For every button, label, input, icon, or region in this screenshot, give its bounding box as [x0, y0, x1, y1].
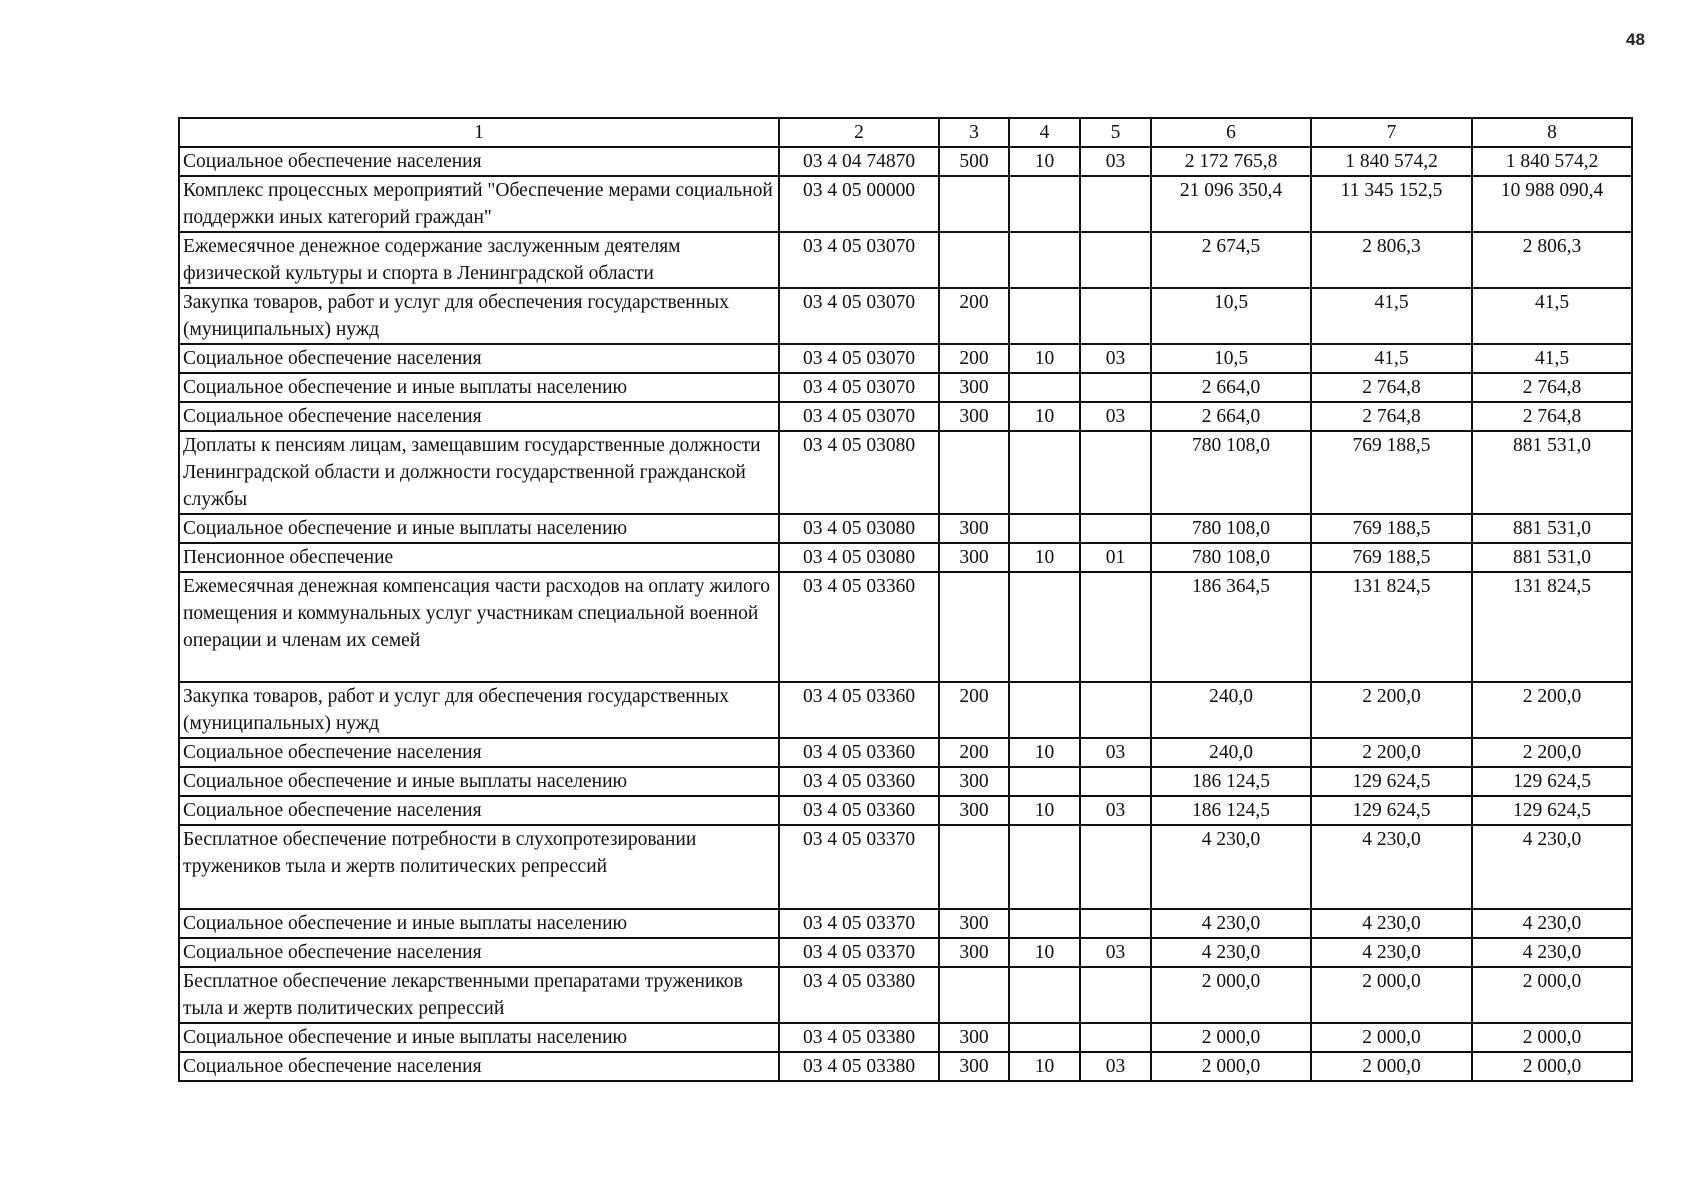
- column-header: 1: [179, 118, 779, 147]
- row-value6-cell: 4 230,0: [1151, 938, 1311, 967]
- row-code-cell: 03 4 05 03370: [779, 825, 939, 909]
- row-value8-cell: 881 531,0: [1472, 431, 1632, 514]
- table-row: [179, 288, 1632, 344]
- row-code-cell: 03 4 05 03360: [779, 767, 939, 796]
- row-col5-cell: 03: [1080, 344, 1151, 373]
- column-header: 3: [939, 118, 1009, 147]
- row-name-cell: Ежемесячное денежное содержание заслуженным деятелям физической культуры и спорта в Ленинградской области: [179, 232, 779, 288]
- row-value6-cell: 186 124,5: [1151, 796, 1311, 825]
- row-value6-cell: 2 000,0: [1151, 1023, 1311, 1052]
- table-row: [179, 344, 1632, 373]
- row-value6-cell: 2 000,0: [1151, 1052, 1311, 1081]
- row-name-cell: Социальное обеспечение населения: [179, 1052, 779, 1081]
- row-col3-cell: 300: [939, 373, 1009, 402]
- table-row: [179, 796, 1632, 825]
- row-col4-cell: 10: [1009, 796, 1080, 825]
- row-value6-cell: 10,5: [1151, 344, 1311, 373]
- row-value6-cell: 2 674,5: [1151, 232, 1311, 288]
- row-value8-cell: 881 531,0: [1472, 514, 1632, 543]
- budget-table: [178, 117, 1633, 1082]
- row-code-cell: 03 4 05 03360: [779, 572, 939, 682]
- row-col4-cell: [1009, 288, 1080, 344]
- row-col3-cell: 500: [939, 147, 1009, 176]
- table-row: [179, 767, 1632, 796]
- row-code-cell: 03 4 05 03380: [779, 1023, 939, 1052]
- row-name-cell: Бесплатное обеспечение потребности в слухопротезировании тружеников тыла и жертв политических репрессий: [179, 825, 779, 909]
- row-value8-cell: 41,5: [1472, 344, 1632, 373]
- row-name-cell: Социальное обеспечение населения: [179, 796, 779, 825]
- row-col4-cell: [1009, 232, 1080, 288]
- row-value8-cell: 2 200,0: [1472, 738, 1632, 767]
- row-col4-cell: [1009, 825, 1080, 909]
- row-value7-cell: 769 188,5: [1311, 543, 1472, 572]
- table-row: [179, 909, 1632, 938]
- row-value7-cell: 2 000,0: [1311, 1052, 1472, 1081]
- row-col5-cell: [1080, 288, 1151, 344]
- row-col5-cell: [1080, 767, 1151, 796]
- row-col5-cell: [1080, 176, 1151, 232]
- row-col4-cell: 10: [1009, 938, 1080, 967]
- row-col5-cell: 03: [1080, 938, 1151, 967]
- row-value8-cell: 10 988 090,4: [1472, 176, 1632, 232]
- row-col3-cell: 200: [939, 288, 1009, 344]
- row-col5-cell: 03: [1080, 1052, 1151, 1081]
- row-value8-cell: 2 000,0: [1472, 1023, 1632, 1052]
- row-code-cell: 03 4 05 03360: [779, 682, 939, 738]
- row-value7-cell: 11 345 152,5: [1311, 176, 1472, 232]
- table-row: [179, 938, 1632, 967]
- row-code-cell: 03 4 05 03360: [779, 738, 939, 767]
- row-value7-cell: 2 764,8: [1311, 402, 1472, 431]
- row-value6-cell: 780 108,0: [1151, 514, 1311, 543]
- row-col4-cell: [1009, 572, 1080, 682]
- row-value7-cell: 41,5: [1311, 288, 1472, 344]
- table-row: [179, 1023, 1632, 1052]
- row-value8-cell: 881 531,0: [1472, 543, 1632, 572]
- row-col3-cell: 300: [939, 514, 1009, 543]
- row-value8-cell: 131 824,5: [1472, 572, 1632, 682]
- table-row: [179, 514, 1632, 543]
- row-value7-cell: 769 188,5: [1311, 431, 1472, 514]
- table-row: [179, 402, 1632, 431]
- row-col4-cell: 10: [1009, 1052, 1080, 1081]
- row-value6-cell: 2 664,0: [1151, 373, 1311, 402]
- column-header: 4: [1009, 118, 1080, 147]
- row-name-cell: Социальное обеспечение и иные выплаты населению: [179, 767, 779, 796]
- row-value6-cell: 2 664,0: [1151, 402, 1311, 431]
- table-row: [179, 1052, 1632, 1081]
- row-value6-cell: 186 364,5: [1151, 572, 1311, 682]
- row-value7-cell: 2 200,0: [1311, 738, 1472, 767]
- row-value8-cell: 2 806,3: [1472, 232, 1632, 288]
- row-name-cell: Бесплатное обеспечение лекарственными препаратами тружеников тыла и жертв политических репрессий: [179, 967, 779, 1023]
- row-code-cell: 03 4 05 03380: [779, 967, 939, 1023]
- row-name-cell: Социальное обеспечение и иные выплаты населению: [179, 514, 779, 543]
- row-value7-cell: 41,5: [1311, 344, 1472, 373]
- row-col4-cell: [1009, 373, 1080, 402]
- row-col3-cell: [939, 825, 1009, 909]
- row-col4-cell: [1009, 909, 1080, 938]
- row-col5-cell: [1080, 431, 1151, 514]
- row-value7-cell: 2 000,0: [1311, 967, 1472, 1023]
- row-code-cell: 03 4 05 03070: [779, 373, 939, 402]
- row-value6-cell: 780 108,0: [1151, 431, 1311, 514]
- row-col5-cell: [1080, 373, 1151, 402]
- row-col4-cell: [1009, 1023, 1080, 1052]
- row-code-cell: 03 4 05 03080: [779, 543, 939, 572]
- row-value6-cell: 2 000,0: [1151, 967, 1311, 1023]
- row-code-cell: 03 4 05 00000: [779, 176, 939, 232]
- row-col4-cell: 10: [1009, 402, 1080, 431]
- column-header: 6: [1151, 118, 1311, 147]
- row-code-cell: 03 4 04 74870: [779, 147, 939, 176]
- row-name-cell: Социальное обеспечение населения: [179, 402, 779, 431]
- row-value8-cell: 4 230,0: [1472, 909, 1632, 938]
- row-value8-cell: 1 840 574,2: [1472, 147, 1632, 176]
- row-col4-cell: 10: [1009, 344, 1080, 373]
- column-header: 2: [779, 118, 939, 147]
- row-col5-cell: [1080, 232, 1151, 288]
- row-code-cell: 03 4 05 03070: [779, 402, 939, 431]
- row-col4-cell: [1009, 514, 1080, 543]
- row-name-cell: Закупка товаров, работ и услуг для обеспечения государственных (муниципальных) нужд: [179, 682, 779, 738]
- header-row: [179, 118, 1632, 147]
- row-code-cell: 03 4 05 03070: [779, 344, 939, 373]
- row-col5-cell: 03: [1080, 147, 1151, 176]
- row-value7-cell: 4 230,0: [1311, 938, 1472, 967]
- column-header: 5: [1080, 118, 1151, 147]
- row-name-cell: Комплекс процессных мероприятий "Обеспечение мерами социальной поддержки иных категорий граждан": [179, 176, 779, 232]
- row-code-cell: 03 4 05 03370: [779, 938, 939, 967]
- row-value6-cell: 186 124,5: [1151, 767, 1311, 796]
- row-col4-cell: [1009, 767, 1080, 796]
- row-value8-cell: 2 764,8: [1472, 402, 1632, 431]
- row-value8-cell: 2 000,0: [1472, 1052, 1632, 1081]
- row-code-cell: 03 4 05 03080: [779, 431, 939, 514]
- row-col3-cell: 300: [939, 909, 1009, 938]
- table-row: [179, 147, 1632, 176]
- row-code-cell: 03 4 05 03070: [779, 232, 939, 288]
- row-code-cell: 03 4 05 03080: [779, 514, 939, 543]
- row-value6-cell: 2 172 765,8: [1151, 147, 1311, 176]
- row-col4-cell: 10: [1009, 147, 1080, 176]
- row-col5-cell: [1080, 682, 1151, 738]
- row-col3-cell: 200: [939, 344, 1009, 373]
- row-value7-cell: 131 824,5: [1311, 572, 1472, 682]
- row-name-cell: Ежемесячная денежная компенсация части расходов на оплату жилого помещения и коммунальных услуг участникам специальной военной операции и членам их семей: [179, 572, 779, 682]
- row-col4-cell: [1009, 431, 1080, 514]
- column-header: 7: [1311, 118, 1472, 147]
- table-body: [179, 147, 1632, 1081]
- row-value7-cell: 129 624,5: [1311, 796, 1472, 825]
- row-name-cell: Социальное обеспечение населения: [179, 738, 779, 767]
- table-row: [179, 825, 1632, 909]
- row-col3-cell: 200: [939, 738, 1009, 767]
- row-col3-cell: 300: [939, 543, 1009, 572]
- row-col3-cell: [939, 232, 1009, 288]
- row-col5-cell: [1080, 825, 1151, 909]
- row-name-cell: Доплаты к пенсиям лицам, замещавшим государственные должности Ленинградской области и должности государственной гражданской службы: [179, 431, 779, 514]
- row-value8-cell: 129 624,5: [1472, 796, 1632, 825]
- row-name-cell: Социальное обеспечение населения: [179, 938, 779, 967]
- table-row: [179, 431, 1632, 514]
- row-value6-cell: 240,0: [1151, 738, 1311, 767]
- row-name-cell: Закупка товаров, работ и услуг для обеспечения государственных (муниципальных) нужд: [179, 288, 779, 344]
- row-col3-cell: 300: [939, 1023, 1009, 1052]
- row-value7-cell: 2 764,8: [1311, 373, 1472, 402]
- table-header: [179, 118, 1632, 147]
- row-value8-cell: 2 200,0: [1472, 682, 1632, 738]
- table-row: [179, 543, 1632, 572]
- row-value8-cell: 4 230,0: [1472, 825, 1632, 909]
- row-col5-cell: [1080, 572, 1151, 682]
- row-col4-cell: [1009, 682, 1080, 738]
- row-value6-cell: 780 108,0: [1151, 543, 1311, 572]
- row-col3-cell: 300: [939, 767, 1009, 796]
- row-code-cell: 03 4 05 03360: [779, 796, 939, 825]
- row-col4-cell: [1009, 967, 1080, 1023]
- row-col3-cell: [939, 176, 1009, 232]
- row-col5-cell: 01: [1080, 543, 1151, 572]
- row-value8-cell: 2 000,0: [1472, 967, 1632, 1023]
- row-col3-cell: [939, 431, 1009, 514]
- row-value7-cell: 2 806,3: [1311, 232, 1472, 288]
- row-col4-cell: 10: [1009, 738, 1080, 767]
- row-col3-cell: [939, 572, 1009, 682]
- row-value7-cell: 2 200,0: [1311, 682, 1472, 738]
- row-col3-cell: 300: [939, 1052, 1009, 1081]
- table-row: [179, 373, 1632, 402]
- table-row: [179, 572, 1632, 682]
- row-value7-cell: 4 230,0: [1311, 825, 1472, 909]
- row-code-cell: 03 4 05 03370: [779, 909, 939, 938]
- row-col5-cell: 03: [1080, 738, 1151, 767]
- row-value6-cell: 21 096 350,4: [1151, 176, 1311, 232]
- row-name-cell: Пенсионное обеспечение: [179, 543, 779, 572]
- row-col3-cell: 300: [939, 402, 1009, 431]
- row-value8-cell: 41,5: [1472, 288, 1632, 344]
- row-value8-cell: 129 624,5: [1472, 767, 1632, 796]
- row-value7-cell: 2 000,0: [1311, 1023, 1472, 1052]
- table-row: [179, 967, 1632, 1023]
- row-value6-cell: 4 230,0: [1151, 825, 1311, 909]
- row-value7-cell: 129 624,5: [1311, 767, 1472, 796]
- row-col4-cell: [1009, 176, 1080, 232]
- row-code-cell: 03 4 05 03380: [779, 1052, 939, 1081]
- row-col3-cell: 200: [939, 682, 1009, 738]
- row-col5-cell: [1080, 967, 1151, 1023]
- row-value8-cell: 2 764,8: [1472, 373, 1632, 402]
- row-col5-cell: 03: [1080, 796, 1151, 825]
- row-col4-cell: 10: [1009, 543, 1080, 572]
- row-col3-cell: 300: [939, 938, 1009, 967]
- row-col5-cell: [1080, 909, 1151, 938]
- row-value6-cell: 10,5: [1151, 288, 1311, 344]
- row-name-cell: Социальное обеспечение и иные выплаты населению: [179, 909, 779, 938]
- row-value8-cell: 4 230,0: [1472, 938, 1632, 967]
- table-row: [179, 232, 1632, 288]
- table-row: [179, 682, 1632, 738]
- row-name-cell: Социальное обеспечение и иные выплаты населению: [179, 373, 779, 402]
- row-value7-cell: 4 230,0: [1311, 909, 1472, 938]
- row-value6-cell: 240,0: [1151, 682, 1311, 738]
- row-col3-cell: 300: [939, 796, 1009, 825]
- column-header: 8: [1472, 118, 1632, 147]
- table-row: [179, 738, 1632, 767]
- row-col3-cell: [939, 967, 1009, 1023]
- row-name-cell: Социальное обеспечение населения: [179, 147, 779, 176]
- row-name-cell: Социальное обеспечение населения: [179, 344, 779, 373]
- row-value7-cell: 769 188,5: [1311, 514, 1472, 543]
- page-number: 48: [1626, 30, 1645, 49]
- row-name-cell: Социальное обеспечение и иные выплаты населению: [179, 1023, 779, 1052]
- row-value7-cell: 1 840 574,2: [1311, 147, 1472, 176]
- row-code-cell: 03 4 05 03070: [779, 288, 939, 344]
- row-col5-cell: 03: [1080, 402, 1151, 431]
- row-value6-cell: 4 230,0: [1151, 909, 1311, 938]
- table-row: [179, 176, 1632, 232]
- row-col5-cell: [1080, 1023, 1151, 1052]
- row-col5-cell: [1080, 514, 1151, 543]
